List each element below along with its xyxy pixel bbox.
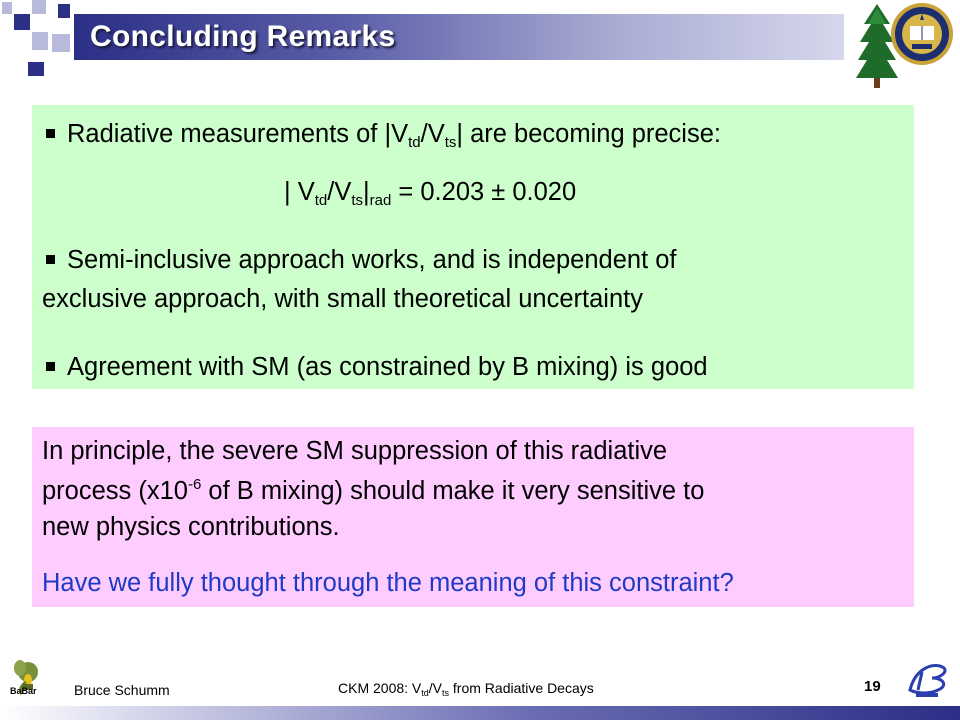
principle-line-2	[42, 473, 704, 509]
text: | V	[284, 178, 315, 206]
text: process (x10	[42, 477, 188, 505]
subscript: ts	[444, 134, 457, 151]
corner-square	[2, 2, 12, 14]
bullet-semi-inclusive	[46, 245, 677, 275]
author-name: Bruce Schumm	[74, 682, 170, 698]
corner-square	[32, 32, 48, 50]
text: /V	[428, 680, 443, 696]
superscript: -6	[187, 476, 202, 493]
subscript: td	[408, 134, 421, 151]
principle-box	[32, 427, 914, 607]
text: Radiative measurements of |V	[67, 120, 409, 148]
principle-line-1: In principle, the severe SM suppression of this radiative	[42, 437, 668, 465]
text: = 0.203 ± 0.020	[391, 178, 577, 206]
text: |	[363, 178, 370, 206]
belle-logo-icon	[902, 660, 952, 700]
bullet-radiative	[46, 119, 721, 149]
closing-question: Have we fully thought through the meaning of this constraint?	[42, 569, 734, 597]
result-equation	[284, 177, 576, 207]
text: /V	[327, 178, 352, 206]
subscript: ts	[442, 688, 450, 698]
babar-label: BaBar	[10, 686, 37, 696]
bullet-semi-inclusive-cont: exclusive approach, with small theoretical uncertainty	[42, 285, 643, 313]
text: of B mixing) should make it very sensitive to	[201, 477, 705, 505]
bullet-agreement	[46, 352, 708, 382]
text: from Radiative Decays	[449, 680, 594, 696]
slide-title: Concluding Remarks	[90, 20, 396, 53]
page-number: 19	[864, 678, 881, 695]
text: /V	[420, 120, 445, 148]
subscript: td	[314, 192, 328, 209]
bullet-square-icon	[46, 129, 55, 138]
bullet-square-icon	[46, 255, 55, 264]
footer-talk-title	[338, 680, 594, 696]
footer-bar	[0, 706, 960, 720]
subscript: ts	[351, 192, 363, 209]
text: Semi-inclusive approach works, and is independent of	[67, 246, 677, 274]
principle-line-3: new physics contributions.	[42, 513, 340, 541]
subscript: td	[421, 688, 429, 698]
university-seal-icon	[890, 2, 954, 66]
corner-square	[32, 0, 46, 14]
bullet-square-icon	[46, 362, 55, 371]
corner-square	[58, 4, 70, 18]
text: Agreement with SM (as constrained by B mixing) is good	[67, 353, 708, 381]
key-points-box	[32, 105, 914, 389]
subscript: rad	[369, 192, 392, 209]
text: CKM 2008: V	[338, 680, 422, 696]
corner-square	[28, 62, 44, 76]
text: | are becoming precise:	[456, 120, 721, 148]
corner-square	[52, 34, 70, 52]
corner-square	[14, 14, 30, 30]
